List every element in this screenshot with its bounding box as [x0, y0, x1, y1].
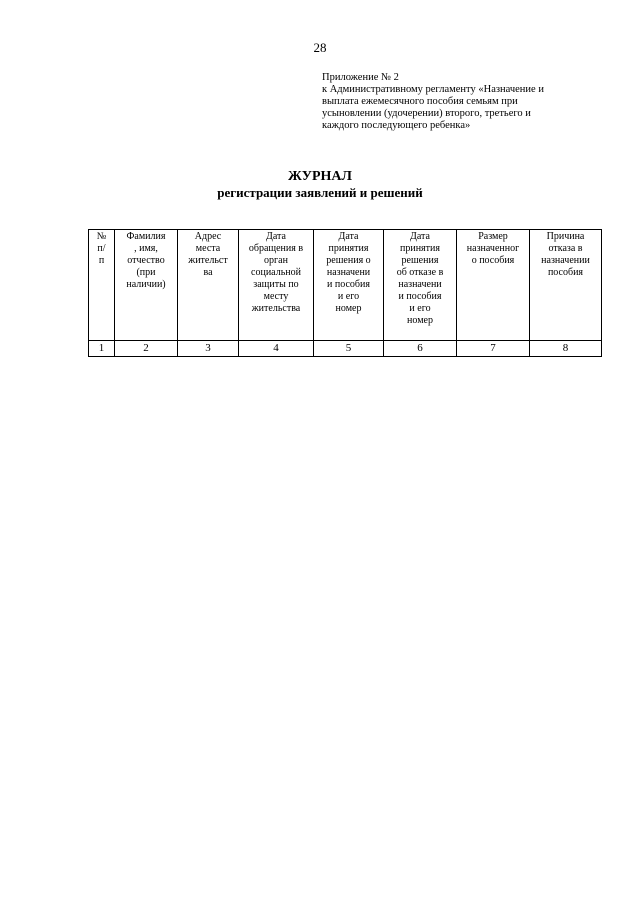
header-line: назначени	[326, 267, 371, 278]
header-line: принятия	[400, 243, 440, 254]
header-line: месту	[263, 291, 289, 302]
header-line: номер	[335, 303, 362, 314]
header-line: места	[195, 243, 221, 254]
column-number-cell: 7	[457, 341, 530, 357]
registration-journal-table	[88, 229, 602, 357]
header-line: номер	[407, 315, 433, 326]
header-line: , имя,	[134, 243, 158, 254]
header-line: принятия	[328, 243, 369, 254]
header-line: назначени	[398, 279, 442, 290]
header-line: о пособия	[471, 255, 515, 266]
header-line: Фамилия	[126, 231, 166, 242]
column-header-refusal-decision	[384, 230, 457, 341]
column-number-row	[89, 341, 602, 357]
header-line: Причина	[546, 231, 585, 242]
header-line: назначении	[541, 255, 590, 266]
header-line: защиты по	[253, 279, 299, 290]
column-header-number	[89, 230, 115, 341]
column-number-cell: 1	[89, 341, 115, 357]
header-line: решения	[401, 255, 439, 266]
header-line: социальной	[251, 267, 301, 278]
column-number-cell: 3	[178, 341, 239, 357]
header-line: об отказе в	[396, 267, 444, 278]
column-header-benefit-amount	[457, 230, 530, 341]
header-line: жительства	[251, 303, 301, 314]
column-header-full-name	[115, 230, 178, 341]
page-number: 28	[313, 40, 327, 55]
header-line: Дата	[410, 231, 430, 242]
table-header-row	[89, 230, 602, 341]
appendix-line: Приложение № 2	[322, 72, 399, 83]
column-number-cell: 4	[239, 341, 314, 357]
title-main: ЖУРНАЛ	[288, 169, 352, 184]
appendix-line: выплата ежемесячного пособия семьям при	[322, 96, 518, 107]
appendix-note	[322, 72, 594, 132]
header-line: пособия	[547, 267, 584, 278]
header-line: обращения в	[248, 243, 304, 254]
header-line: Размер	[478, 231, 508, 242]
column-number-cell: 8	[530, 341, 602, 357]
column-header-grant-decision	[314, 230, 384, 341]
header-line: решения о	[326, 255, 371, 266]
header-line: и пособия	[327, 279, 370, 290]
column-header-address	[178, 230, 239, 341]
header-line: жительст	[188, 255, 228, 266]
header-line: и пособия	[398, 291, 442, 302]
header-line: п	[98, 255, 105, 266]
header-line: и его	[337, 291, 360, 302]
header-line: ва	[203, 267, 213, 278]
appendix-line: усыновлении (удочерении) второго, третьего и	[322, 108, 531, 119]
column-number-cell: 2	[115, 341, 178, 357]
appendix-line: к Административному регламенту «Назначение и	[322, 84, 544, 95]
header-line: п/	[97, 243, 106, 254]
title-subtitle: регистрации заявлений и решений	[217, 185, 423, 200]
header-line: и его	[409, 303, 431, 314]
appendix-line: каждого последующего ребенка»	[322, 120, 471, 131]
column-number-cell: 6	[384, 341, 457, 357]
column-number-cell: 5	[314, 341, 384, 357]
header-line: №	[96, 231, 107, 242]
header-line: Дата	[338, 231, 359, 242]
header-line: назначенног	[466, 243, 520, 254]
header-line: Дата	[266, 231, 286, 242]
header-line: отказа в	[548, 243, 583, 254]
header-line: Адрес	[194, 231, 222, 242]
document-title	[0, 168, 640, 201]
header-line: наличии)	[126, 279, 166, 290]
header-line: отчество	[127, 255, 165, 266]
column-header-application-date	[239, 230, 314, 341]
header-line: (при	[136, 267, 156, 278]
header-line: орган	[264, 255, 288, 266]
column-header-refusal-reason	[530, 230, 602, 341]
